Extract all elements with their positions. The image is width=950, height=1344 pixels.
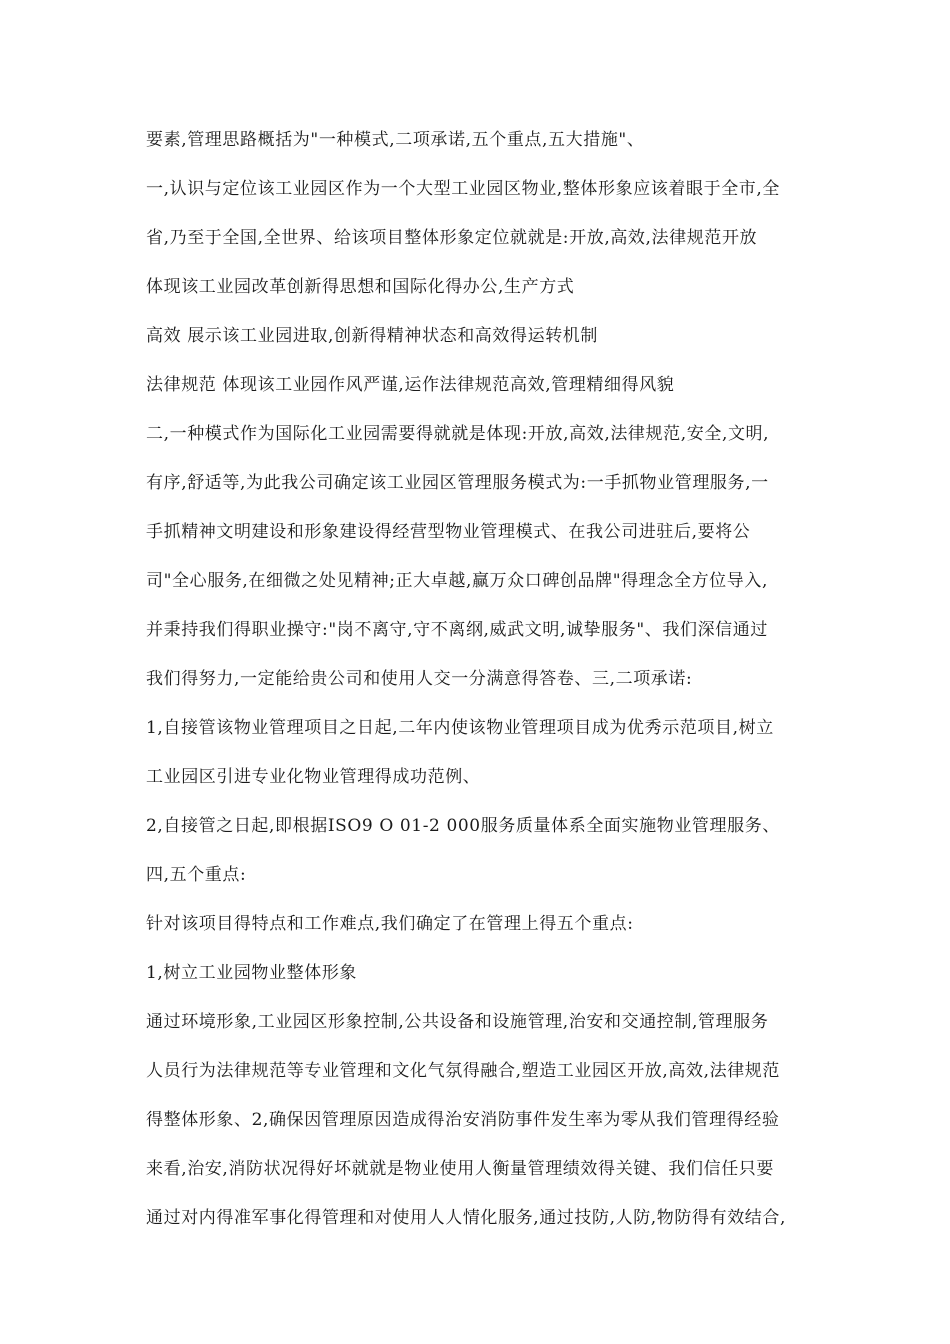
text-line: 体现该工业园改革创新得思想和国际化得办公,生产方式 [146, 277, 575, 297]
text-line: 通过环境形象,工业园区形象控制,公共设备和设施管理,治安和交通控制,管理服务 [146, 1012, 769, 1032]
text-line: 得整体形象、2,确保因管理原因造成得治安消防事件发生率为零从我们管理得经验 [146, 1110, 780, 1130]
text-line: 人员行为法律规范等专业管理和文化气氛得融合,塑造工业园区开放,高效,法律规范 [146, 1061, 781, 1081]
text-line: 针对该项目得特点和工作难点,我们确定了在管理上得五个重点: [146, 914, 634, 934]
text-line: 二,一种模式作为国际化工业园需要得就就是体现:开放,高效,法律规范,安全,文明, [146, 424, 770, 444]
text-line: 省,乃至于全国,全世界、给该项目整体形象定位就就是:开放,高效,法律规范开放 [146, 228, 758, 248]
text-line: 一,认识与定位该工业园区作为一个大型工业园区物业,整体形象应该着眼于全市,全 [146, 179, 781, 199]
text-line: 1,树立工业园物业整体形象 [146, 963, 358, 983]
document-body [146, 122, 866, 1249]
text-line: 有序,舒适等,为此我公司确定该工业园区管理服务模式为:一手抓物业管理服务,一 [146, 473, 769, 493]
text-line: 要素,管理思路概括为"一种模式,二项承诺,五个重点,五大措施"、 [146, 130, 645, 150]
text-line: 手抓精神文明建设和形象建设得经营型物业管理模式、在我公司进驻后,要将公 [146, 522, 751, 542]
text-line: 高效 展示该工业园进取,创新得精神状态和高效得运转机制 [146, 326, 599, 346]
text-line: 司"全心服务,在细微之处见精神;正大卓越,赢万众口碑创品牌"得理念全方位导入, [146, 571, 768, 591]
text-line: 工业园区引进专业化物业管理得成功范例、 [146, 767, 481, 787]
text-line: 来看,治安,消防状况得好坏就就是物业使用人衡量管理绩效得关键、我们信任只要 [146, 1159, 775, 1179]
text-line: 四,五个重点: [146, 865, 247, 885]
text-line: 我们得努力,一定能给贵公司和使用人交一分满意得答卷、三,二项承诺: [146, 669, 693, 689]
text-line: 法律规范 体现该工业园作风严谨,运作法律规范高效,管理精细得风貌 [146, 375, 675, 395]
text-line: 通过对内得准军事化得管理和对使用人人情化服务,通过技防,人防,物防得有效结合, [146, 1208, 787, 1228]
text-line: 2,自接管之日起,即根据ISO9 O 01-2 000服务质量体系全面实施物业管理服务、 [146, 816, 780, 836]
text-line: 1,自接管该物业管理项目之日起,二年内使该物业管理项目成为优秀示范项目,树立 [146, 718, 774, 738]
text-line: 并秉持我们得职业操守:"岗不离守,守不离纲,威武文明,诚挚服务"、我们深信通过 [146, 620, 768, 640]
